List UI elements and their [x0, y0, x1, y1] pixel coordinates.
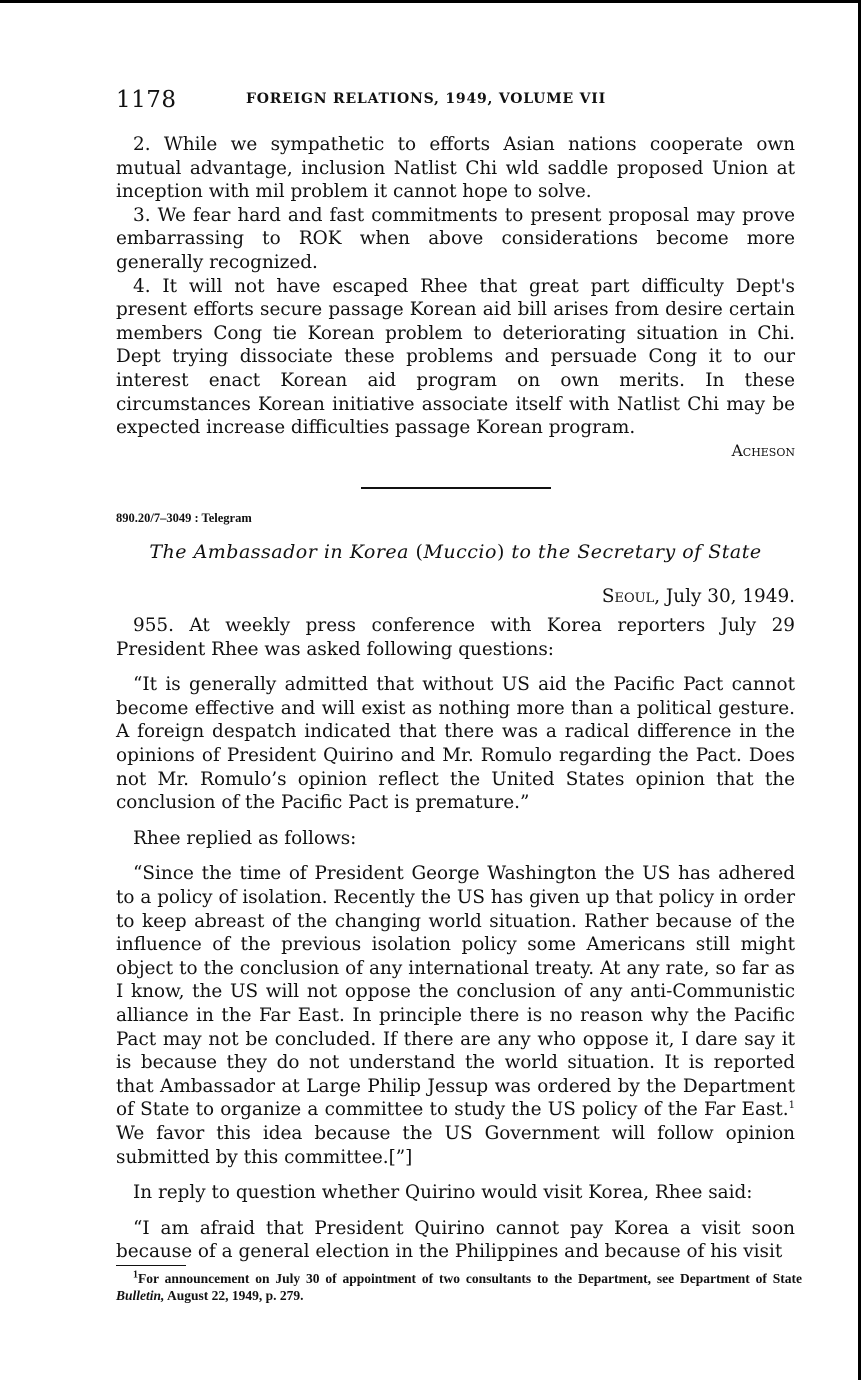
document-title	[116, 541, 795, 565]
signature-acheson: Acheson	[731, 441, 795, 460]
quote-rhee-reply-text-a: “Since the time of President George Washington the US has adhered to a policy of isolation. Recently the US has given up that policy in order to keep abreast of the changing world situation. Rather because of the influence of the previous isolation policy some Americans still might object to the conclusion of any international treaty. At any rate, so far as I know, the US will not oppose the conclusion of any anti-Communistic alliance in the Far East. In principle there is no reason why the Pacific Pact may not be concluded. If there are any who oppose it, I dare say it is because they do not understand the world situation. It is reported that Ambassador at Large Philip Jessup was ordered by the Department of State to organize a committee to study the US policy of the Far East.	[116, 863, 795, 1121]
section-divider	[361, 487, 551, 489]
footnote-text-a: For announcement on July 30 of appointment of two consultants to the Department, see Department of State	[138, 1271, 802, 1286]
footnotes	[116, 1265, 802, 1304]
quote-question: “It is generally admitted that without US aid the Pacific Pact cannot become effective and will exist as nothing more than a political gesture. A foreign despatch indicated that there was a radical difference in the opinions of President Quirino and Mr. Romulo regarding the Pact. Does not Mr. Romulo’s opinion reflect the United States opinion that the conclusion of the Pacific Pact is premature.”	[116, 674, 795, 814]
running-title: FOREIGN RELATIONS, 1949, VOLUME VII	[246, 91, 606, 107]
paragraph-quirino-question: In reply to question whether Quirino would visit Korea, Rhee said:	[133, 1182, 753, 1204]
footnote-reference: 1	[788, 1100, 795, 1112]
quote-rhee-reply-text-b: We favor this idea because the US Government will follow opinion submitted by this committee.[”]	[116, 1122, 795, 1168]
dateline	[116, 585, 795, 609]
footnote-rule	[116, 1265, 186, 1266]
dateline-place: Seoul,	[601, 585, 661, 607]
title-paren-close: )	[496, 540, 505, 563]
quote-rhee-reply	[116, 862, 795, 1169]
footnote-text-b: August 22, 1949, p. 279.	[164, 1288, 304, 1303]
page-number: 1178	[116, 87, 177, 113]
paragraph-3: 3. We fear hard and fast commitments to present proposal may prove embarrassing to ROK when above considerations become more generally recognized.	[116, 204, 795, 273]
footnote-bulletin: Bulletin,	[116, 1288, 165, 1303]
title-paren-open: (	[415, 540, 424, 563]
paragraph-4: 4. It will not have escaped Rhee that great part difficulty Dept's present efforts secure passage Korean aid bill arises from desire certain members Cong tie Korean problem to deteriorating situation in Chi. Dept trying dissociate these problems and persuade Cong it to our interest enact Korean aid program on own merits. In these circumstances Korean initiative associate itself with Natlist Chi may be expected increase difficulties passage Korean program.	[116, 275, 795, 439]
title-name: Muccio	[423, 540, 497, 563]
quote-quirino-reply: “I am afraid that President Quirino cannot pay Korea a visit soon because of a general election in the Philippines and because of his visit	[116, 1217, 795, 1263]
title-part-b: to the Secretary of State	[511, 540, 762, 563]
footnote-marker: 1	[133, 1269, 138, 1281]
paragraph-2: 2. While we sympathetic to efforts Asian nations cooperate own mutual advantage, inclusion Natlist Chi wld saddle proposed Union at inception with mil problem it cannot hope to solve.	[116, 134, 795, 203]
page-header	[116, 87, 792, 117]
title-part-a: The Ambassador in Korea	[149, 540, 409, 563]
document-reference: 890.20/7–3049 : Telegram	[116, 511, 252, 526]
footnote-1	[116, 1270, 802, 1304]
paragraph-replied: Rhee replied as follows:	[133, 827, 357, 849]
dateline-date: July 30, 1949.	[665, 585, 795, 607]
page-body	[116, 133, 795, 1264]
paragraph-intro: 955. At weekly press conference with Korea reporters July 29 President Rhee was asked following questions:	[116, 615, 795, 660]
